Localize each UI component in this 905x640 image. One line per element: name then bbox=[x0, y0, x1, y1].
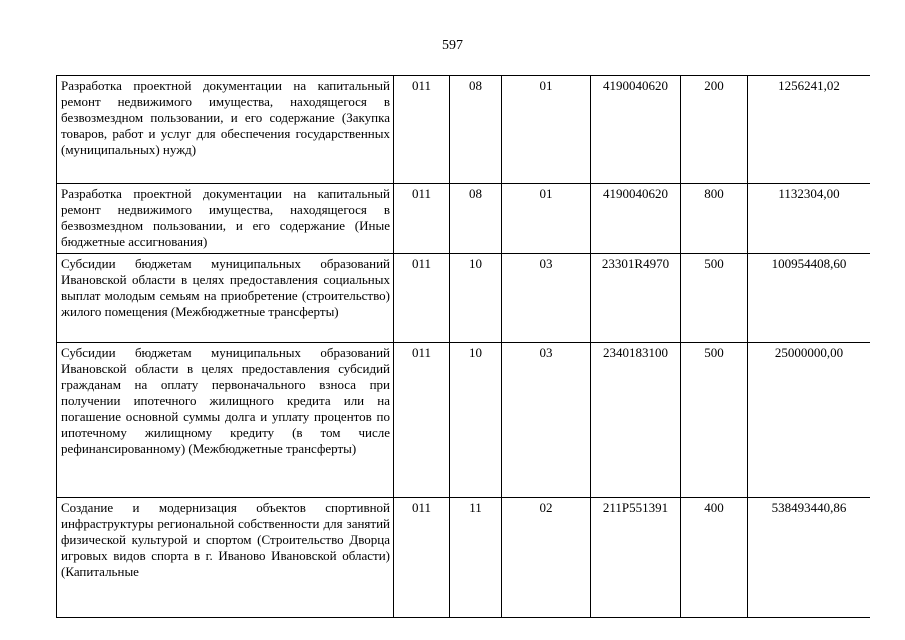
row-expense-type: 500 bbox=[681, 254, 748, 343]
row-expense-type: 500 bbox=[681, 343, 748, 498]
row-ministry-code: 011 bbox=[394, 498, 450, 618]
table-row bbox=[57, 343, 871, 498]
row-subsection-code: 03 bbox=[502, 254, 591, 343]
table-row bbox=[57, 254, 871, 343]
row-description: Субсидии бюджетам муниципальных образований Ивановской области в целях предоставления социальных выплат молодым семьям на приобретение (строительство) жилого помещения (Межбюджетные трансферты) bbox=[57, 254, 394, 343]
row-amount: 538493440,86 bbox=[748, 498, 871, 618]
row-section-code: 08 bbox=[450, 184, 502, 254]
row-amount: 1256241,02 bbox=[748, 76, 871, 184]
row-target-article: 23301R4970 bbox=[591, 254, 681, 343]
row-expense-type: 400 bbox=[681, 498, 748, 618]
page-number: 597 bbox=[442, 38, 463, 53]
row-description: Разработка проектной документации на капитальный ремонт недвижимого имущества, находящегося в безвозмездном пользовании, и его содержание (Закупка товаров, работ и услуг для обеспечения государственных (муниципальных) нужд) bbox=[57, 76, 394, 184]
row-ministry-code: 011 bbox=[394, 76, 450, 184]
row-section-code: 10 bbox=[450, 254, 502, 343]
row-description: Разработка проектной документации на капитальный ремонт недвижимого имущества, находящегося в безвозмездном пользовании, и его содержание (Иные бюджетные ассигнования) bbox=[57, 184, 394, 254]
row-target-article: 2340183100 bbox=[591, 343, 681, 498]
row-subsection-code: 02 bbox=[502, 498, 591, 618]
table-row bbox=[57, 76, 871, 184]
budget-table bbox=[56, 75, 870, 618]
table-row bbox=[57, 498, 871, 618]
row-amount: 100954408,60 bbox=[748, 254, 871, 343]
row-target-article: 4190040620 bbox=[591, 76, 681, 184]
row-description: Создание и модернизация объектов спортивной инфраструктуры региональной собственности для занятий физической культурой и спортом (Строительство Дворца игровых видов спорта в г. Иваново Ивановской области) (Капитальные bbox=[57, 498, 394, 618]
row-description: Субсидии бюджетам муниципальных образований Ивановской области в целях предоставления субсидий гражданам на оплату первоначального взноса при получении ипотечного жилищного кредита или на погашение основной суммы долга и уплату процентов по ипотечному жилищному кредиту (в том числе рефинансированному) (Межбюджетные трансферты) bbox=[57, 343, 394, 498]
row-expense-type: 800 bbox=[681, 184, 748, 254]
budget-table-container bbox=[56, 75, 870, 640]
row-amount: 1132304,00 bbox=[748, 184, 871, 254]
row-ministry-code: 011 bbox=[394, 254, 450, 343]
row-subsection-code: 01 bbox=[502, 184, 591, 254]
row-section-code: 08 bbox=[450, 76, 502, 184]
row-subsection-code: 01 bbox=[502, 76, 591, 184]
row-target-article: 4190040620 bbox=[591, 184, 681, 254]
row-section-code: 11 bbox=[450, 498, 502, 618]
row-amount: 25000000,00 bbox=[748, 343, 871, 498]
row-ministry-code: 011 bbox=[394, 184, 450, 254]
row-subsection-code: 03 bbox=[502, 343, 591, 498]
table-row bbox=[57, 184, 871, 254]
row-target-article: 211P551391 bbox=[591, 498, 681, 618]
row-expense-type: 200 bbox=[681, 76, 748, 184]
row-ministry-code: 011 bbox=[394, 343, 450, 498]
row-section-code: 10 bbox=[450, 343, 502, 498]
